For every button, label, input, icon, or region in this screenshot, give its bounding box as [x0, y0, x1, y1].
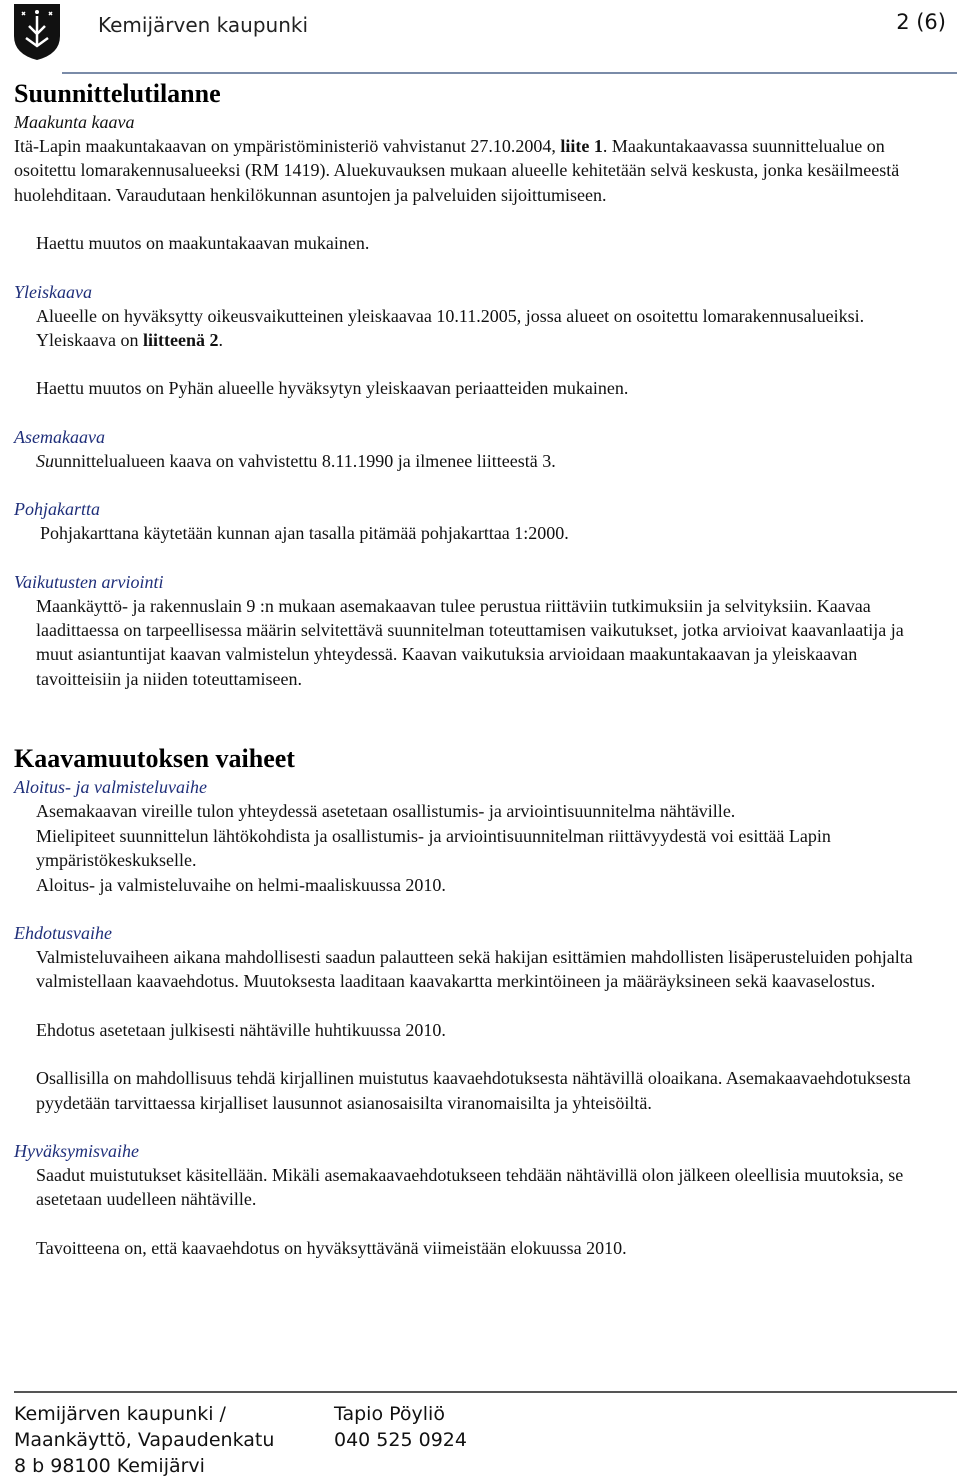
- hyvaksymis-p2: Tavoitteena on, että kaavaehdotus on hyväksyttävänä viimeistään elokuussa 2010.: [36, 1237, 627, 1258]
- page-header: [0, 0, 960, 70]
- pohjakartta-paragraph: Pohjakarttana käytetään kunnan ajan tasalla pitämää pohjakarttaa 1:2000.: [40, 523, 569, 544]
- yleiskaava-paragraph: Alueelle on hyväksytty oikeusvaikutteinen yleiskaavaa 10.11.2005, jossa alueet on osoitettu lomarakennusalueiksi. Yleiskaava on liitteenä 2.: [36, 305, 865, 351]
- footer-contact-name: Tapio Pöyliö: [334, 1403, 445, 1425]
- aloitus-p3: Aloitus- ja valmisteluvaihe on helmi-maaliskuussa 2010.: [36, 874, 446, 895]
- ehdotus-p2: Ehdotus asetetaan julkisesti nähtäville huhtikuussa 2010.: [36, 1019, 446, 1040]
- ehdotus-p3: Osallisilla on mahdollisuus tehdä kirjallinen muistutus kaavaehdotuksesta nähtävillä oloaikana. Asemakaavaehdotuksesta pyydetään tarvittaessa kirjalliset lausunnot asianosaisilta viranomaisilta ja yhteisöiltä.: [36, 1068, 911, 1113]
- section-title-kaavamuutoksen-vaiheet: Kaavamuutoksen vaiheet: [14, 744, 295, 774]
- aloitus-p1: Asemakaavan vireille tulon yhteydessä asetetaan osallistumis- ja arviointisuunnitelma nähtäville.: [36, 801, 736, 822]
- yleiskaava-haettu: Haettu muutos on Pyhän alueelle hyväksytyn yleiskaavan periaatteiden mukainen.: [36, 378, 629, 399]
- hyvaksymis-p1: Saadut muistutukset käsitellään. Mikäli asemakaavaehdotukseen tehdään nähtävillä olon jälkeen oleellisia muutoksia, se asetetaan uudelleen nähtäville.: [36, 1164, 904, 1210]
- footer-line-2: Maankäyttö, Vapaudenkatu: [14, 1429, 275, 1451]
- aloitus-p2: Mielipiteet suunnittelun lähtökohdista ja osallistumis- ja arviointisuunnitelman riittävyydestä voi esittää Lapin ympäristökeskukselle.: [36, 825, 831, 871]
- heading-vaikutusten-arviointi: Vaikutusten arviointi: [14, 571, 164, 592]
- heading-aloitus: Aloitus- ja valmisteluvaihe: [14, 777, 207, 798]
- heading-asemakaava: Asemakaava: [14, 426, 105, 447]
- heading-maakunta-kaava: Maakunta kaava: [14, 112, 135, 132]
- coat-of-arms-logo: [12, 2, 62, 62]
- footer-contact: [334, 1401, 634, 1453]
- document-body: [14, 78, 944, 1260]
- heading-pohjakartta: Pohjakartta: [14, 499, 100, 520]
- page-number: 2 (6): [896, 10, 946, 34]
- ehdotus-p1: Valmisteluvaiheen aikana mahdollisesti saadun palautteen sekä hakijan esittämien mahdollisten lisäperusteluiden pohjalta valmistellaan kaavaehdotus. Muutoksesta laaditaan kaavakartta merkintöineen ja määräyksineen sekä kaavaselostus.: [36, 946, 913, 992]
- vaikutusten-paragraph: Maankäyttö- ja rakennuslain 9 :n mukaan asemakaavan tulee perustua riittäviin tutkimuksiin ja selvityksiin. Kaavaa laadittaessa on tarpeellisessa määrin selvitettävä suunnitelman toteuttamisen vaikutukset, jotka arvioivat kaavanlaatija ja muut asiantuntijat kaavan valmistelun yhteydessä. Kaavan vaikutuksia arvioidaan maakuntakaavan ja yleiskaavan tavoitteisiin ja niiden toteuttamiseen.: [36, 595, 904, 689]
- asemakaava-paragraph: Suunnittelualueen kaava on vahvistettu 8.11.1990 ja ilmenee liitteestä 3.: [36, 450, 556, 471]
- heading-ehdotusvaihe: Ehdotusvaihe: [14, 922, 112, 943]
- liite-2-ref: liitteenä 2: [142, 330, 219, 351]
- heading-hyvaksymisvaihe: Hyväksymisvaihe: [14, 1140, 139, 1161]
- section-title-suunnittelutilanne: Suunnittelutilanne: [14, 79, 221, 108]
- maakunta-haettu: Haettu muutos on maakuntakaavan mukainen.: [36, 233, 370, 254]
- heading-yleiskaava: Yleiskaava: [14, 281, 92, 302]
- footer-line-3: 8 b 98100 Kemijärvi: [14, 1455, 205, 1477]
- footer-line-1: Kemijärven kaupunki /: [14, 1403, 226, 1425]
- footer-address: [14, 1401, 344, 1479]
- header-org-name: Kemijärven kaupunki: [98, 13, 309, 37]
- maakunta-paragraph: Itä-Lapin maakuntakaavan on ympäristöministeriö vahvistanut 27.10.2004, liite 1. Maakuntakaavassa suunnittelualue on osoitettu lomarakennusalueeksi (RM 1419). Aluekuvauksen mukaan alueelle kehitetään selvä keskusta, jonka kesäilmeestä huolehditaan. Varaudutaan henkilökunnan asuntojen ja palveluiden sijoittumiseen.: [14, 136, 900, 205]
- liite-1-ref: liite 1: [560, 136, 603, 156]
- header-divider: [62, 72, 957, 74]
- footer-contact-phone: 040 525 0924: [334, 1429, 467, 1451]
- footer-divider: [14, 1391, 957, 1393]
